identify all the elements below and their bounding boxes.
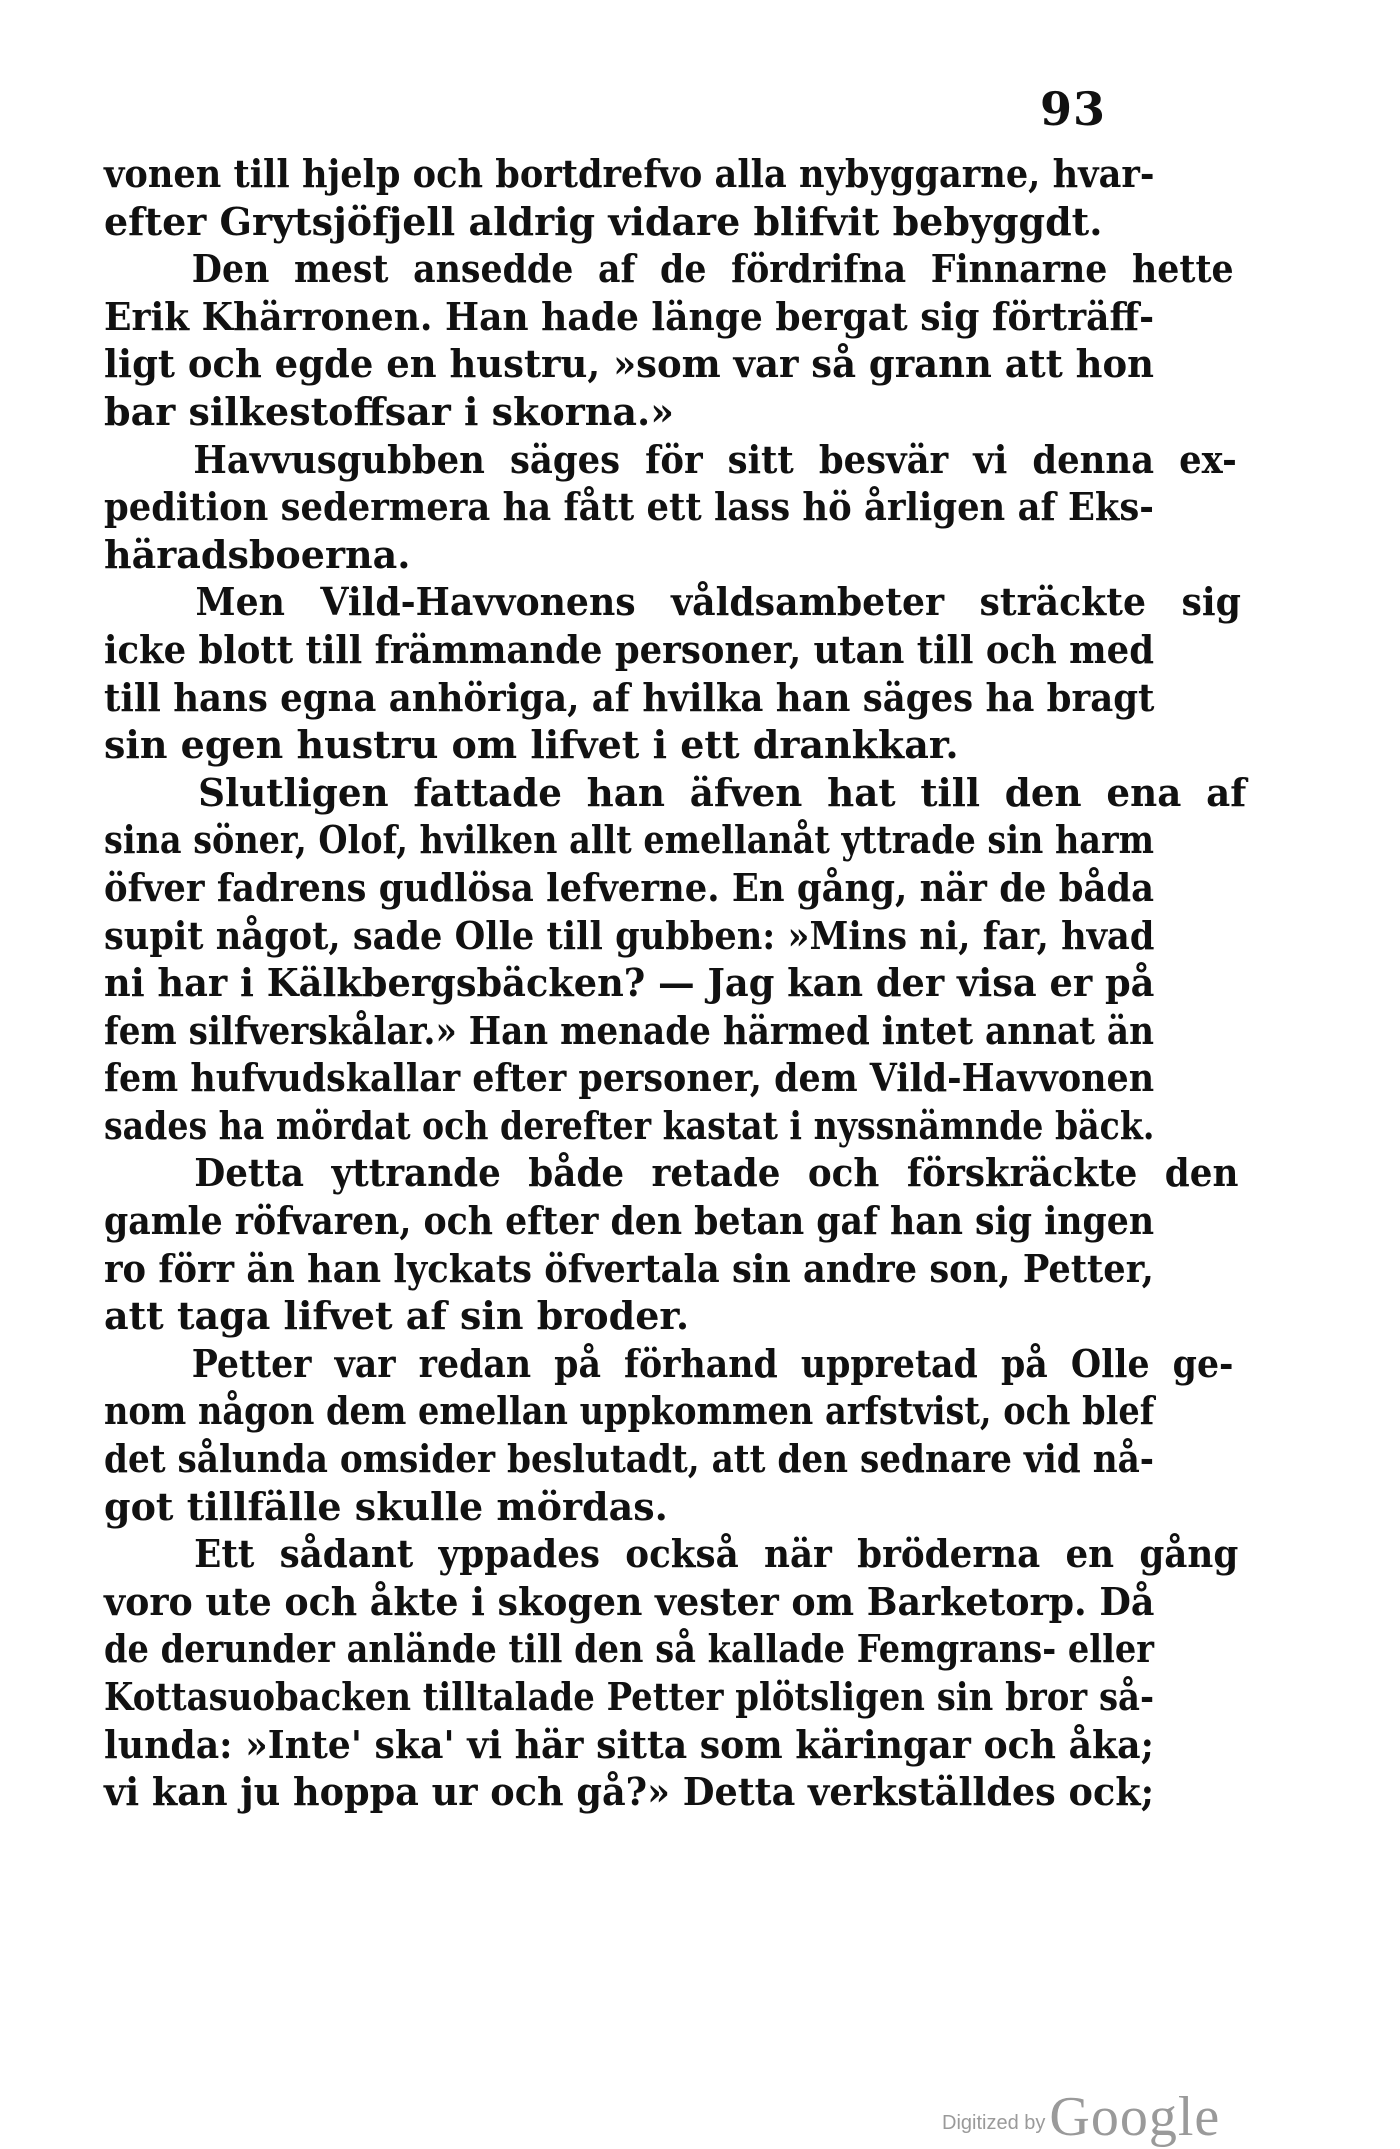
google-logo: Google <box>1049 2086 1221 2148</box>
page-number: 93 <box>1040 82 1107 136</box>
text-line: ligt och egde en hustru, »som var så grann att hon <box>104 341 1154 387</box>
paragraph <box>104 1530 1239 1816</box>
text-line: got tillfälle skulle mördas. <box>104 1483 668 1529</box>
text-line: Ett sådant yppades också när bröderna en gång <box>194 1531 1239 1577</box>
text-line: lunda: »Inte' ska' vi här sitta som käringar och åka; <box>104 1721 1154 1767</box>
text-line: till hans egna anhöriga, af hvilka han säges ha bragt <box>104 674 1155 720</box>
paragraph <box>104 245 1234 435</box>
paragraph <box>104 1149 1239 1339</box>
text-line: supit något, sade Olle till gubben: »Mins ni, far, hvad <box>104 912 1155 958</box>
text-line: Detta yttrande både retade och förskräckte den <box>194 1150 1239 1196</box>
text-line: Kottasuobacken tilltalade Petter plötsligen sin bror så- <box>104 1674 1155 1719</box>
text-line: gamle röfvaren, och efter den betan gaf han sig ingen <box>104 1198 1155 1244</box>
body-text <box>104 150 1247 1816</box>
paragraph <box>104 150 1154 245</box>
text-line: bar silkestoffsar i skorna.» <box>104 388 674 434</box>
text-line: vi kan ju hoppa ur och gå?» Detta verkställdes ock; <box>104 1769 1155 1815</box>
text-line: nom någon dem emellan uppkommen arfstvist, och blef <box>104 1388 1155 1434</box>
text-line: att taga lifvet af sin broder. <box>104 1293 690 1339</box>
text-line: häradsboerna. <box>104 531 411 577</box>
paragraph <box>104 578 1241 768</box>
text-line: Men Vild-Havvonens våldsambeter sträckte sig <box>195 579 1241 625</box>
text-line: icke blott till främmande personer, utan till och med <box>104 626 1154 672</box>
text-line: vonen till hjelp och bortdrefvo alla nybyggarne, hvar- <box>104 151 1155 196</box>
text-line: efter Grytsjöfjell aldrig vidare blifvit bebyggdt. <box>104 198 1103 244</box>
text-line: sin egen hustru om lifvet i ett drankkar. <box>104 722 959 768</box>
watermark-prefix: Digitized by <box>942 2112 1046 2134</box>
text-line: sina söner, Olof, hvilken allt emellanåt yttrade sin harm <box>104 817 1154 863</box>
paragraph <box>104 1340 1234 1530</box>
text-line: Petter var redan på förhand uppretad på Olle ge- <box>191 1340 1234 1386</box>
text-line: Erik Khärronen. Han hade länge bergat sig förträff- <box>104 293 1155 339</box>
text-line: Havvusgubben säges för sitt besvär vi denna ex- <box>193 436 1237 482</box>
text-line: pedition sedermera ha fått ett lass hö årligen af Eks- <box>104 484 1154 530</box>
text-line: fem hufvudskallar efter personer, dem Vild-Havvonen <box>104 1055 1155 1101</box>
text-line: öfver fadrens gudlösa lefverne. En gång, när de båda <box>104 864 1155 910</box>
text-line: det sålunda omsider beslutadt, att den sednare vid nå- <box>104 1436 1155 1482</box>
text-line: voro ute och åkte i skogen vester om Barketorp. Då <box>104 1578 1155 1624</box>
text-line: ni har i Kälkbergsbäcken? — Jag kan der visa er på <box>104 960 1155 1006</box>
text-line: Den mest ansedde af de fördrifna Finnarne hette <box>191 246 1234 292</box>
text-line: ro förr än han lyckats öfvertala sin andre son, Petter, <box>104 1245 1154 1291</box>
paragraph <box>104 436 1237 579</box>
text-line: fem silfverskålar.» Han menade härmed intet annat än <box>104 1007 1154 1053</box>
text-line: de derunder anlände till den så kallade Femgrans- eller <box>104 1626 1155 1672</box>
digitized-by-google-watermark <box>942 2085 1220 2149</box>
paragraph <box>104 769 1247 1150</box>
text-line: sades ha mördat och derefter kastat i nyssnämnde bäck. <box>104 1102 1155 1148</box>
text-line: Slutligen fattade han äfven hat till den ena af <box>198 769 1247 815</box>
